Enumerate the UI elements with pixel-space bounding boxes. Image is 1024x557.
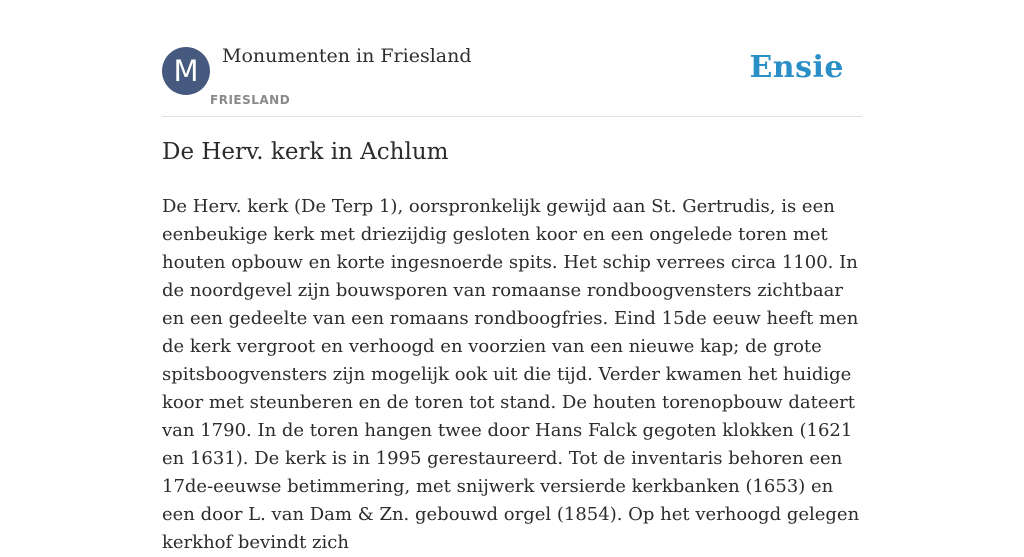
entry-header (162, 0, 862, 117)
category-label[interactable]: FRIESLAND (210, 93, 291, 107)
article-title: De Herv. kerk in Achlum (162, 139, 449, 165)
collection-title[interactable]: Monumenten in Friesland (222, 45, 472, 67)
article-body: De Herv. kerk (De Terp 1), oorspronkelijk gewijd aan St. Gertrudis, is een eenbeukige kerk met driezijdig gesloten koor en een ongelede toren met houten opbouw en korte ingesnoerde spits. Het schip verrees circa 1100. In de noordgevel zijn bouwsporen van romaanse rondboogvensters zichtbaar en een gedeelte van een romaans rondboogfries. Eind 15de eeuw heeft men de kerk vergroot en verhoogd en voorzien van een nieuwe kap; de grote spitsboogvensters zijn mogelijk ook uit die tijd. Verder kwamen het huidige koor met steunberen en de toren tot stand. De houten torenopbouw dateert van 1790. In de toren hangen twee door Hans Falck gegoten klokken (1621 en 1631). De kerk is in 1995 gerestaureerd. Tot de inventaris behoren een 17de-eeuwse betimmering, met snijwerk versierde kerkbanken (1653) en een door L. van Dam & Zn. gebouwd orgel (1854). Op het verhoogd gelegen kerkhof bevindt zich (162, 196, 860, 553)
brand-logo[interactable]: Ensie (749, 50, 844, 85)
avatar[interactable]: M (162, 47, 210, 95)
entry-card (162, 0, 862, 553)
